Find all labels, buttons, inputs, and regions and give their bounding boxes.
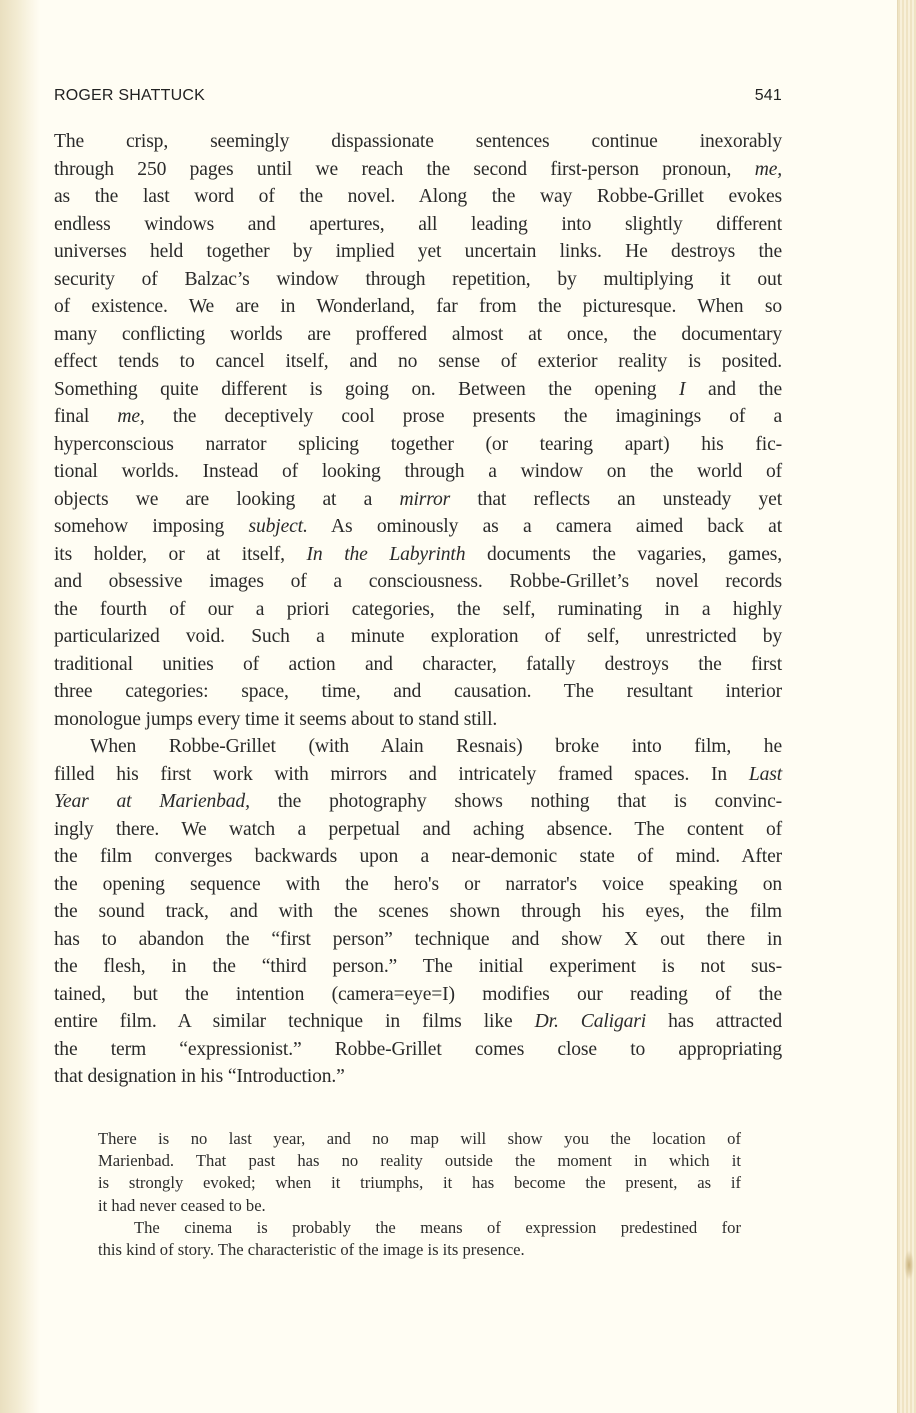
running-head <box>54 87 782 109</box>
text-segment: final <box>54 406 118 427</box>
text-line: particularized void. Such a minute exploration of self, unrestricted by <box>54 626 782 647</box>
text-line: security of Balzac’s window through repetition, by multiplying it out <box>54 268 782 290</box>
page-number: 541 <box>754 87 782 104</box>
text-segment: somehow imposing <box>54 516 249 537</box>
quote-line: this kind of story. The characteristic of the image is its presence. <box>98 1239 525 1259</box>
italic-word: me, <box>117 406 145 427</box>
text-line: universes held together by implied yet uncertain links. He destroys the <box>54 241 782 262</box>
text-segment: As ominously as a camera aimed back at <box>307 516 783 537</box>
text-line: When Robbe-Grillet (with Alain Resnais) broke into film, he <box>90 736 782 757</box>
text-line: monologue jumps every time it seems about to stand still. <box>54 708 498 730</box>
page-gutter-shadow <box>0 0 40 1413</box>
text-segment: its holder, or at itself, <box>54 543 307 565</box>
italic-word: I <box>679 378 686 400</box>
italic-title: Year at Marienbad, <box>54 791 250 812</box>
text-segment: filled his first work with mirrors and intricately framed spaces. In <box>54 763 749 785</box>
text-line: many conflicting worlds are proffered almost at once, the documentary <box>54 323 782 345</box>
quote-line: Marienbad. That past has no reality outside the moment in which it <box>98 1151 741 1171</box>
italic-word: subject. <box>248 516 308 537</box>
text-line <box>54 513 782 541</box>
text-segment: that reflects an unsteady yet <box>450 488 782 510</box>
text-line: effect tends to cancel itself, and no sense of exterior reality is posited. <box>54 351 782 372</box>
paragraph-2 <box>54 733 782 1091</box>
text-segment: has attracted <box>646 1011 782 1032</box>
text-line: hyperconscious narrator splicing together (or tearing apart) his fic- <box>54 433 782 455</box>
text-line <box>54 486 782 514</box>
quote-line: There is no last year, and no map will show you the location of <box>98 1129 741 1148</box>
text-line: endless windows and apertures, all leading into slightly different <box>54 213 782 235</box>
text-segment: and the <box>685 378 782 400</box>
text-segment: through 250 pages until we reach the second first-person pronoun, <box>54 158 755 180</box>
italic-title: Last <box>748 763 782 785</box>
text-line <box>54 1008 782 1036</box>
text-line: three categories: space, time, and causation. The resultant interior <box>54 681 782 702</box>
body-text <box>54 128 782 1091</box>
text-line: the fourth of our a priori categories, the self, ruminating in a highly <box>54 598 782 620</box>
text-segment: the deceptively cool prose presents the imaginings of a <box>144 406 782 427</box>
text-line: the film converges backwards upon a near-demonic state of mind. After <box>54 846 782 867</box>
italic-word: mirror <box>399 488 451 510</box>
text-segment: entire film. A similar technique in films like <box>54 1011 535 1032</box>
text-line: has to abandon the “first person” technique and show X out there in <box>54 928 782 950</box>
text-line: the term “expressionist.” Robbe-Grillet comes close to appropriating <box>54 1038 782 1060</box>
text-line <box>54 376 782 404</box>
quote-line: is strongly evoked; when it triumphs, it has become the present, as if <box>98 1173 741 1193</box>
text-line <box>54 761 782 789</box>
text-line: that designation in his “Introduction.” <box>54 1066 345 1087</box>
paragraph-1 <box>54 128 782 733</box>
text-segment: objects we are looking at a <box>54 488 400 510</box>
text-line: traditional unities of action and character, fatally destroys the first <box>54 653 782 675</box>
italic-word: me, <box>754 158 782 180</box>
text-segment: Something quite different is going on. Between the opening <box>54 378 680 400</box>
italic-title: Dr. Caligari <box>534 1011 647 1032</box>
text-line <box>54 788 782 816</box>
running-head-author: ROGER SHATTUCK <box>54 87 205 104</box>
text-line: the flesh, in the “third person.” The initial experiment is not sus- <box>54 956 782 977</box>
text-line <box>54 403 782 431</box>
block-quote <box>98 1128 741 1261</box>
text-segment: the photography shows nothing that is convinc- <box>249 791 782 812</box>
quote-line: The cinema is probably the means of expression predestined for <box>134 1217 741 1237</box>
text-line: as the last word of the novel. Along the way Robbe-Grillet evokes <box>54 186 782 207</box>
text-line: of existence. We are in Wonderland, far from the picturesque. When so <box>54 296 782 317</box>
text-line <box>54 156 782 184</box>
quote-line: it had never ceased to be. <box>98 1195 266 1215</box>
text-line: the opening sequence with the hero's or narrator's voice speaking on <box>54 873 782 895</box>
text-line: tained, but the intention (camera=eye=I) modifies our reading of the <box>54 983 782 1005</box>
text-line: the sound track, and with the scenes shown through his eyes, the film <box>54 901 782 922</box>
page-edge-stripes <box>897 0 916 1413</box>
text-line <box>54 541 782 569</box>
page-edge-stain <box>904 1250 914 1280</box>
text-segment: documents the vagaries, games, <box>465 543 782 565</box>
text-line: ingly there. We watch a perpetual and aching absence. The content of <box>54 818 782 840</box>
text-line: tional worlds. Instead of looking through a window on the world of <box>54 461 782 482</box>
italic-title: In the Labyrinth <box>306 543 466 565</box>
text-line: The crisp, seemingly dispassionate sentences continue inexorably <box>54 131 782 152</box>
text-line: and obsessive images of a consciousness. Robbe-Grillet’s novel records <box>54 571 782 592</box>
